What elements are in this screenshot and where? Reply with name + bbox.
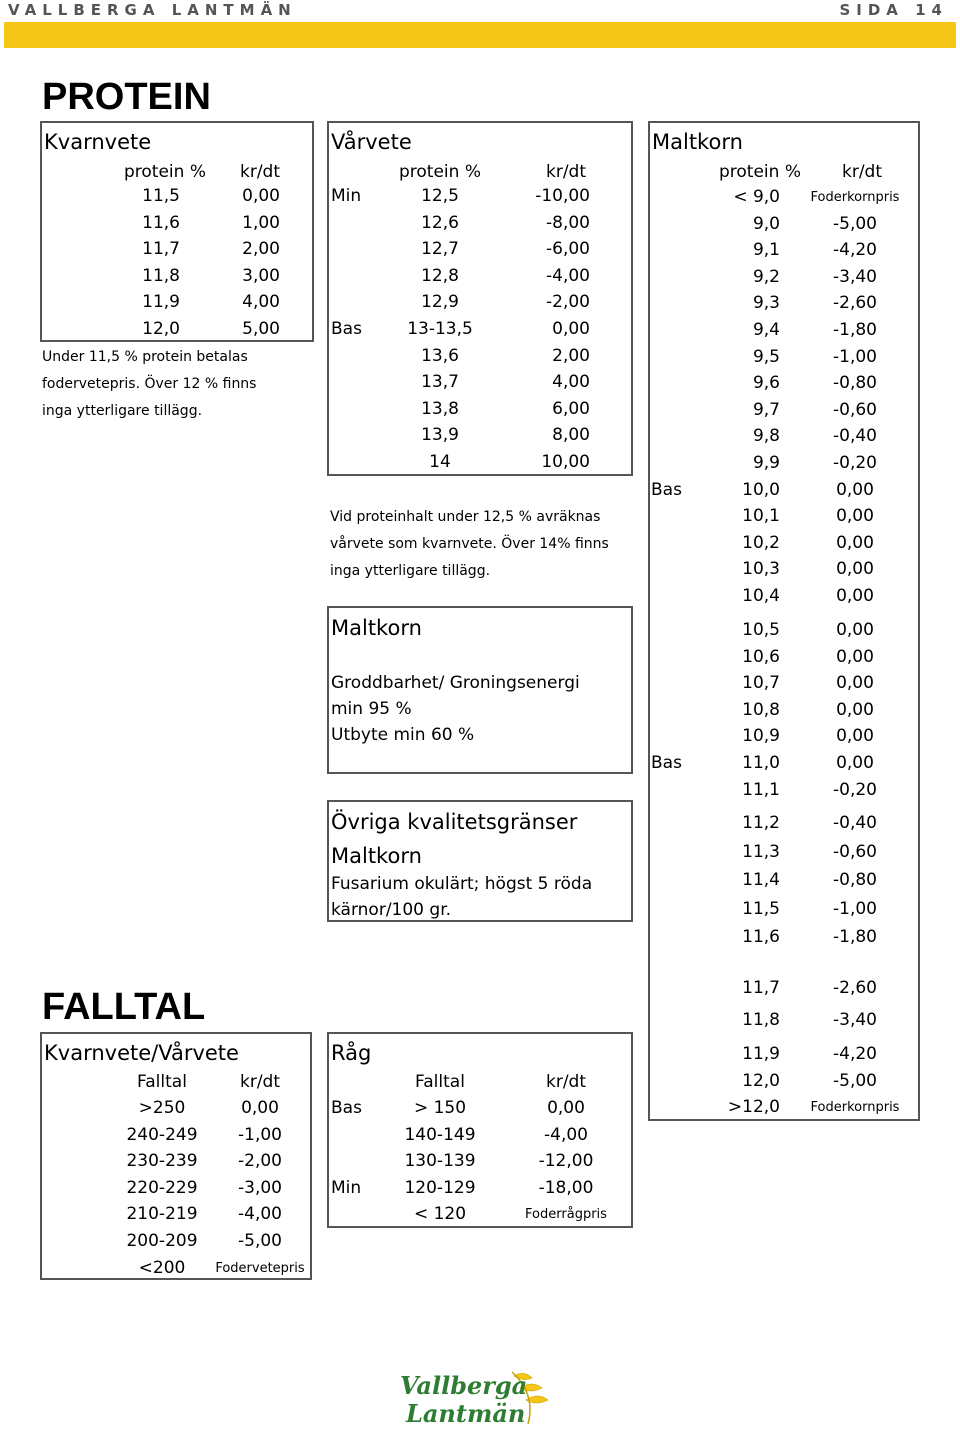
varvete-cell-protein: 12,5 <box>421 186 459 206</box>
varvete-cell-krdt: 0,00 <box>552 319 590 339</box>
logo-text: Vallberga <box>400 1371 528 1400</box>
maltkorn-cell-protein: 9,3 <box>752 293 780 314</box>
maltkorn-cell-krdt: 0,00 <box>836 753 874 773</box>
maltkorn-cell-protein: >12,0 <box>727 1097 780 1118</box>
falltal-heading: FALLTAL <box>42 986 206 1028</box>
kvarnvete-cell-krdt: 1,00 <box>242 212 280 233</box>
ovriga-subtitle: Maltkorn <box>331 844 422 868</box>
varvete-col-protein: protein % <box>399 162 481 182</box>
varvete-cell-krdt: 2,00 <box>552 345 590 366</box>
maltkorn-cell-krdt: 0,00 <box>836 699 874 720</box>
varvete-cell-protein: 13,9 <box>421 425 459 446</box>
varvete-cell-protein: 12,6 <box>421 212 459 233</box>
kvarnvete-cell-protein: 12,0 <box>142 319 180 339</box>
maltkorn-cell-krdt: -4,20 <box>833 240 877 261</box>
falltal-rag-cell-krdt: 0,00 <box>547 1098 585 1118</box>
maltkorn-cell-protein: 9,6 <box>752 373 780 394</box>
maltkorn-cell-krdt: -3,40 <box>833 1010 877 1030</box>
maltkorn-cell-protein: 10,1 <box>742 506 780 527</box>
maltkorn-cell-protein: 10,2 <box>742 532 780 553</box>
maltkorn-cell-protein: 10,6 <box>742 646 780 667</box>
maltkorn-cell-krdt: -0,20 <box>833 453 877 473</box>
maltkorn-cell-krdt: -0,40 <box>833 813 877 833</box>
falltal-rag-cell-falltal: 140-149 <box>404 1124 476 1145</box>
varvete-cell-protein: 14 <box>429 452 451 472</box>
ovriga-line: Fusarium okulärt; högst 5 röda <box>331 874 593 894</box>
varvete-cell-krdt: -8,00 <box>546 212 590 233</box>
maltkorn-cell-protein: 10,7 <box>742 673 780 694</box>
maltkorn-cell-krdt: 0,00 <box>836 620 874 640</box>
kvarnvete-cell-protein: 11,9 <box>142 292 180 313</box>
falltal-kv-cell-falltal: 210-219 <box>126 1204 198 1225</box>
maltkorn-cell-krdt: -2,60 <box>833 293 877 314</box>
kvarnvete-cell-krdt: 0,00 <box>242 186 280 206</box>
maltkorn-cell-protein: 11,3 <box>742 841 780 862</box>
maltkorn-cell-krdt: 0,00 <box>836 726 874 747</box>
maltkorn-cell-protein: 11,6 <box>742 927 780 947</box>
varvete-cell-label: Bas <box>331 319 362 339</box>
falltal-kv-cell-falltal: 230-239 <box>126 1151 198 1172</box>
falltal-rag-title: Råg <box>331 1041 372 1065</box>
maltkorn-cell-krdt: -1,80 <box>833 320 877 340</box>
kvarnvete-col-protein: protein % <box>124 162 206 182</box>
varvete-cell-krdt: -10,00 <box>535 186 590 206</box>
varvete-cell-protein: 13,7 <box>421 372 459 393</box>
maltkorn-requirements-title: Maltkorn <box>331 616 422 640</box>
varvete-title: Vårvete <box>331 130 412 154</box>
maltkorn-cell-protein: < 9,0 <box>733 187 780 207</box>
maltkorn-cell-krdt: 0,00 <box>836 506 874 527</box>
falltal-kv-cell-falltal: 240-249 <box>126 1124 198 1145</box>
maltkorn-cell-krdt: -0,60 <box>833 399 877 420</box>
maltkorn-cell-krdt: 0,00 <box>836 559 874 580</box>
maltkorn-cell-krdt: -1,80 <box>833 927 877 947</box>
falltal-rag-cell-krdt: -4,00 <box>544 1124 588 1145</box>
maltkorn-cell-krdt: -1,00 <box>833 898 877 919</box>
varvete-cell-krdt: 4,00 <box>552 372 590 393</box>
falltal-rag-cell-falltal: 130-139 <box>404 1151 476 1172</box>
varvete-cell-protein: 12,9 <box>421 292 459 313</box>
maltkorn-cell-protein: 11,4 <box>742 870 780 890</box>
maltkorn-cell-krdt: -0,40 <box>833 426 877 447</box>
kvarnvete-cell-krdt: 4,00 <box>242 292 280 313</box>
maltkorn-cell-protein: 9,7 <box>752 399 780 420</box>
varvete-cell-krdt: -4,00 <box>546 265 590 286</box>
falltal-kv-cell-krdt: -5,00 <box>238 1231 282 1251</box>
maltkorn-cell-protein: 11,9 <box>742 1044 780 1064</box>
kvarnvete-cell-krdt: 2,00 <box>242 239 280 260</box>
maltkorn-cell-krdt: 0,00 <box>836 479 874 500</box>
varvete-cell-protein: 13,8 <box>421 398 459 419</box>
logo-text: Lantmän <box>406 1399 526 1428</box>
varvete-cell-krdt: 6,00 <box>552 398 590 419</box>
maltkorn-cell-krdt: Foderkornpris <box>810 190 900 205</box>
maltkorn-requirement-line: Utbyte min 60 % <box>331 725 475 745</box>
maltkorn-cell-protein: 10,4 <box>742 586 780 606</box>
kvarnvete-col-krdt: kr/dt <box>239 162 281 182</box>
kvarnvete-note-line: fodervetepris. Över 12 % finns <box>42 376 257 392</box>
maltkorn-cell-protein: 10,8 <box>742 699 780 720</box>
falltal-rag-cell-krdt: -12,00 <box>538 1151 594 1172</box>
falltal-kv-col-krdt: kr/dt <box>239 1072 281 1092</box>
maltkorn-cell-protein: 9,9 <box>752 453 780 473</box>
maltkorn-cell-krdt: -3,40 <box>833 266 877 287</box>
maltkorn-cell-krdt: -1,00 <box>833 346 877 367</box>
maltkorn-cell-protein: 10,5 <box>742 620 780 640</box>
kvarnvete-cell-protein: 11,6 <box>142 212 180 233</box>
maltkorn-cell-protein: 9,1 <box>752 240 780 261</box>
falltal-kv-cell-falltal: <200 <box>138 1257 186 1278</box>
maltkorn-cell-protein: 9,5 <box>752 346 780 367</box>
falltal-kv-cell-falltal: 200-209 <box>126 1231 198 1251</box>
falltal-rag-cell-label: Bas <box>331 1098 362 1118</box>
varvete-note-line: inga ytterligare tillägg. <box>330 563 491 579</box>
varvete-cell-protein: 12,8 <box>421 265 459 286</box>
falltal-rag-cell-falltal: > 150 <box>413 1098 467 1118</box>
varvete-cell-krdt: -2,00 <box>546 292 590 313</box>
falltal-rag-cell-krdt: -18,00 <box>538 1177 594 1198</box>
falltal-kv-cell-krdt: -1,00 <box>238 1124 282 1145</box>
protein-heading: PROTEIN <box>42 76 211 118</box>
maltkorn-title: Maltkorn <box>652 130 743 154</box>
kvarnvete-cell-protein: 11,5 <box>142 186 180 206</box>
falltal-kv-cell-krdt: -2,00 <box>238 1151 282 1172</box>
falltal-rag-col-falltal: Falltal <box>415 1072 465 1092</box>
varvete-col-krdt: kr/dt <box>545 162 587 182</box>
maltkorn-cell-krdt: 0,00 <box>836 532 874 553</box>
maltkorn-cell-krdt: 0,00 <box>836 586 874 606</box>
falltal-kv-cell-krdt: Fodervetepris <box>215 1260 305 1276</box>
falltal-rag-col-krdt: kr/dt <box>545 1072 587 1092</box>
falltal-kv-cell-krdt: 0,00 <box>241 1098 279 1118</box>
maltkorn-cell-protein: 12,0 <box>742 1070 780 1091</box>
falltal-kv-cell-krdt: -4,00 <box>238 1204 282 1225</box>
ovriga-title: Övriga kvalitetsgränser <box>331 810 578 834</box>
maltkorn-cell-krdt: -5,00 <box>833 1070 877 1091</box>
varvete-cell-krdt: -6,00 <box>546 239 590 260</box>
maltkorn-cell-krdt: -2,60 <box>833 978 877 998</box>
varvete-note-line: vårvete som kvarnvete. Över 14% finns <box>330 536 609 552</box>
maltkorn-cell-protein: 11,7 <box>742 978 780 998</box>
maltkorn-cell-krdt: 0,00 <box>836 673 874 694</box>
falltal-kv-cell-falltal: >250 <box>138 1098 186 1118</box>
maltkorn-cell-protein: 11,8 <box>742 1010 780 1030</box>
maltkorn-cell-protein: 10,9 <box>742 726 780 747</box>
varvete-cell-protein: 12,7 <box>421 239 459 260</box>
vallberga-lantman-logo <box>396 1368 568 1430</box>
maltkorn-cell-label: Bas <box>651 479 682 500</box>
maltkorn-col-krdt: kr/dt <box>841 162 883 182</box>
page-header <box>0 0 960 22</box>
maltkorn-cell-protein: 11,5 <box>742 898 780 919</box>
falltal-rag-cell-krdt: Foderrågpris <box>525 1207 607 1223</box>
maltkorn-cell-krdt: 0,00 <box>836 646 874 667</box>
kvarnvete-cell-krdt: 5,00 <box>242 319 280 339</box>
varvete-cell-protein: 13-13,5 <box>407 319 473 339</box>
maltkorn-col-protein: protein % <box>719 162 801 182</box>
varvete-cell-label: Min <box>331 186 362 206</box>
falltal-rag-cell-falltal: < 120 <box>413 1204 467 1225</box>
maltkorn-cell-protein: 9,2 <box>752 266 780 287</box>
maltkorn-cell-protein: 10,0 <box>742 479 780 500</box>
maltkorn-cell-protein: 9,8 <box>752 426 780 447</box>
maltkorn-cell-protein: 11,2 <box>742 813 780 833</box>
falltal-kv-col-falltal: Falltal <box>137 1072 187 1092</box>
varvete-cell-krdt: 10,00 <box>541 452 590 472</box>
maltkorn-cell-krdt: -5,00 <box>833 213 877 234</box>
kvarnvete-cell-protein: 11,8 <box>142 265 180 286</box>
varvete-cell-krdt: 8,00 <box>552 425 590 446</box>
header-yellow-bar <box>4 22 956 48</box>
maltkorn-cell-krdt: -0,80 <box>833 870 877 890</box>
maltkorn-cell-protein: 9,0 <box>752 213 780 234</box>
falltal-rag-cell-falltal: 120-129 <box>404 1177 476 1198</box>
kvarnvete-note-line: Under 11,5 % protein betalas <box>42 349 248 365</box>
falltal-kv-cell-krdt: -3,00 <box>238 1177 282 1198</box>
kvarnvete-cell-protein: 11,7 <box>142 239 180 260</box>
maltkorn-requirement-line: min 95 % <box>331 699 412 719</box>
varvete-note-line: Vid proteinhalt under 12,5 % avräknas <box>330 509 601 525</box>
maltkorn-requirement-line: Groddbarhet/ Groningsenergi <box>331 673 580 693</box>
falltal-kv-cell-falltal: 220-229 <box>126 1177 198 1198</box>
falltal-rag-cell-label: Min <box>331 1177 362 1198</box>
varvete-cell-protein: 13,6 <box>421 345 459 366</box>
maltkorn-cell-krdt: -0,60 <box>833 841 877 862</box>
ovriga-line: kärnor/100 gr. <box>331 900 452 920</box>
maltkorn-cell-krdt: -0,20 <box>833 779 877 800</box>
maltkorn-cell-krdt: -4,20 <box>833 1044 877 1064</box>
maltkorn-cell-protein: 10,3 <box>742 559 780 580</box>
falltal-kv-title: Kvarnvete/Vårvete <box>44 1041 239 1065</box>
maltkorn-cell-protein: 9,4 <box>752 320 780 340</box>
header-brand: VALLBERGA LANTMÄN <box>8 1 297 19</box>
maltkorn-cell-krdt: Foderkornpris <box>810 1100 900 1116</box>
kvarnvete-title: Kvarnvete <box>44 130 152 154</box>
header-page-number: SIDA 14 <box>839 1 948 19</box>
maltkorn-cell-krdt: -0,80 <box>833 373 877 394</box>
maltkorn-cell-label: Bas <box>651 753 682 773</box>
maltkorn-cell-protein: 11,1 <box>742 779 780 800</box>
maltkorn-cell-protein: 11,0 <box>742 753 780 773</box>
kvarnvete-note-line: inga ytterligare tillägg. <box>42 403 203 419</box>
kvarnvete-cell-krdt: 3,00 <box>242 265 280 286</box>
